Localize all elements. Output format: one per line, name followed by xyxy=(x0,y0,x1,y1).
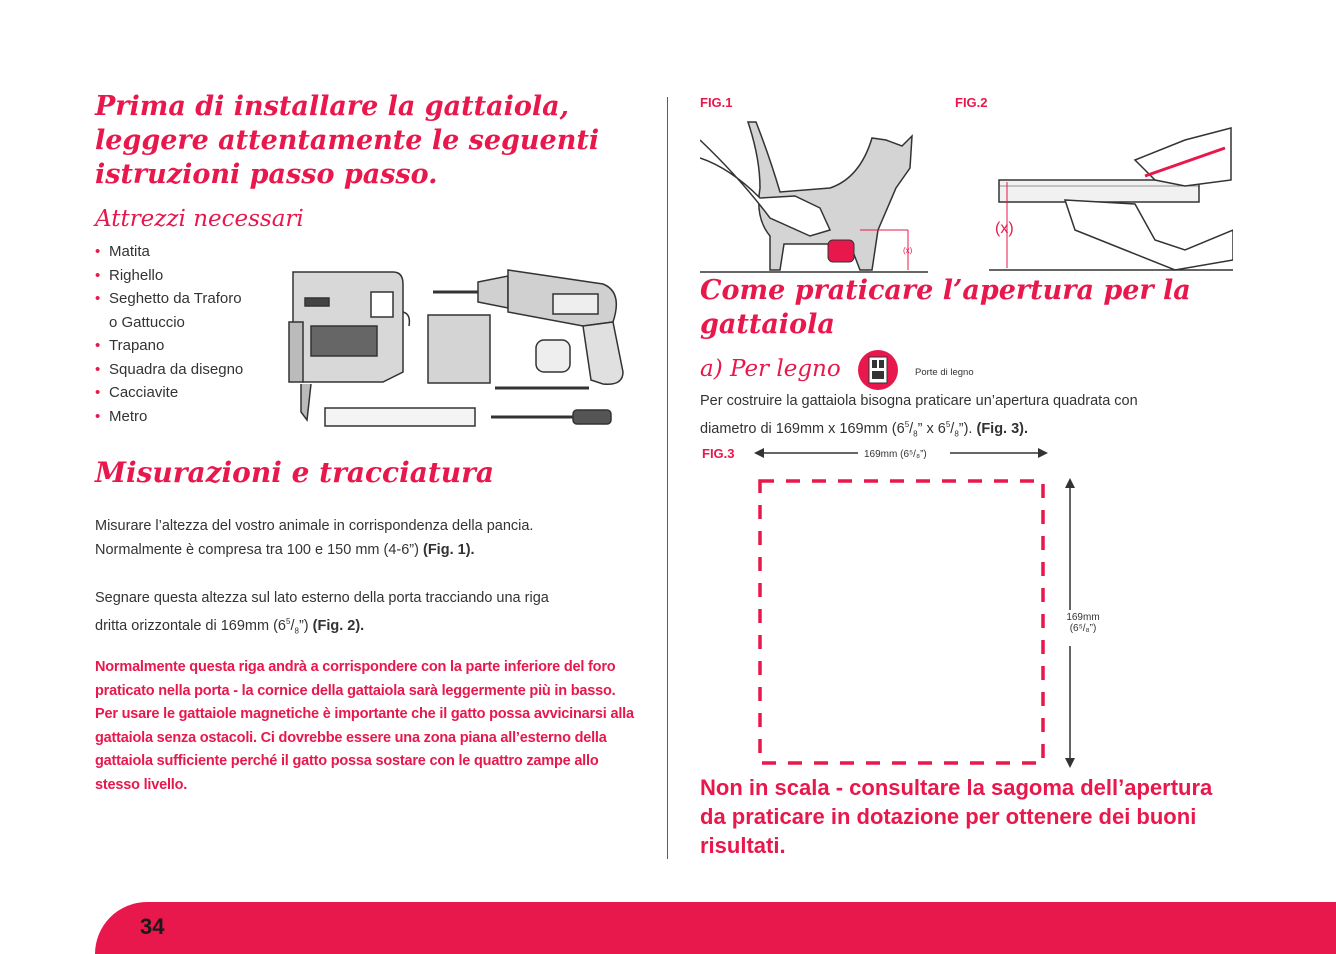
scale-notice: Non in scala - consultare la sagoma dell’apertura da praticare in dotazione per ottenere dei buoni risultati. xyxy=(700,775,1213,858)
list-item: o Gattuccio xyxy=(109,313,185,331)
tape-measure-icon xyxy=(828,240,854,262)
page-title: Prima di installare la gattaiola, leggere attentamente le seguenti istruzioni passo passo. xyxy=(95,91,600,190)
section-title: Come praticare l’apertura per la gattaiola xyxy=(700,275,1191,340)
screwdriver-icon xyxy=(491,410,611,424)
tape-measure-icon xyxy=(536,340,570,372)
ruler-icon xyxy=(325,408,475,426)
door-label: Porte di legno xyxy=(915,367,974,378)
footer-bar xyxy=(95,902,1336,954)
measure-heading: Misurazioni e tracciatura xyxy=(95,456,495,489)
fig3-cutout-diagram xyxy=(750,440,1090,775)
tools-list xyxy=(95,240,243,428)
fig3-label: FIG.3 xyxy=(702,446,735,461)
fig1-cat-illustration xyxy=(700,118,930,276)
list-item: • Trapano xyxy=(95,337,165,354)
cutout-outline xyxy=(760,481,1043,763)
hand-icon xyxy=(1135,128,1231,186)
fig2-x-label: (x) xyxy=(995,220,1014,237)
wood-subheading: a) Per legno xyxy=(700,356,841,382)
list-item: • Seghetto da Traforo xyxy=(95,290,242,307)
wooden-door-icon xyxy=(857,349,899,391)
warning-paragraph: Normalmente questa riga andrà a corrispondere con la parte inferiore del foro praticato nella porta - la cornice della gattaiola sarà leggermente più in basso. Per usare le gattaiole magnetiche è importante che il gatto possa avvicinarsi alla gattaiola senza ostacoli. Ci dovrebbe essere una zona piana all’esterno della gattaiola sufficiente perché il gatto possa sostare con le quattro zampe allo stesso livello. xyxy=(95,659,634,793)
fig2-ruler-illustration xyxy=(985,120,1233,275)
jigsaw-icon xyxy=(289,272,409,420)
sandpaper-icon xyxy=(428,315,490,383)
fig1-label: FIG.1 xyxy=(700,95,733,110)
tools-heading: Attrezzi necessari xyxy=(95,206,304,232)
hand-icon xyxy=(1065,200,1233,270)
list-item: • Cacciavite xyxy=(95,384,179,401)
fig1-x-label: (x) xyxy=(903,246,913,255)
tools-illustration xyxy=(283,262,633,432)
list-item: • Metro xyxy=(95,407,148,425)
measure-paragraph-2: Segnare questa altezza sul lato esterno della porta tracciando una riga dritta orizzontale di 169mm $(6^5/_8”)$ (Fig. 2). xyxy=(95,590,549,636)
list-item: • Righello xyxy=(95,266,164,284)
fig3-width-label: 169mm (6⁵/₈”) xyxy=(864,449,927,460)
list-item: • Squadra da disegno xyxy=(95,360,244,378)
wood-paragraph: Per costruire la gattaiola bisogna praticare un’apertura quadrata con diametro di 169mm x 169mm ($6^5/_8$” x $6^5/_8$”). (Fig. 3). xyxy=(700,393,1138,439)
list-item: • Matita xyxy=(95,243,150,260)
fig2-label: FIG.2 xyxy=(955,95,988,110)
column-divider xyxy=(667,97,668,859)
measure-paragraph-1: Misurare l’altezza del vostro animale in corrispondenza della pancia. Normalmente è compresa tra 100 e 150 mm (4-6”) (Fig. 1). xyxy=(95,518,534,558)
fig3-height-label: 169mm (6⁵/₈”) xyxy=(1066,612,1100,634)
page-number: 34 xyxy=(140,914,165,939)
